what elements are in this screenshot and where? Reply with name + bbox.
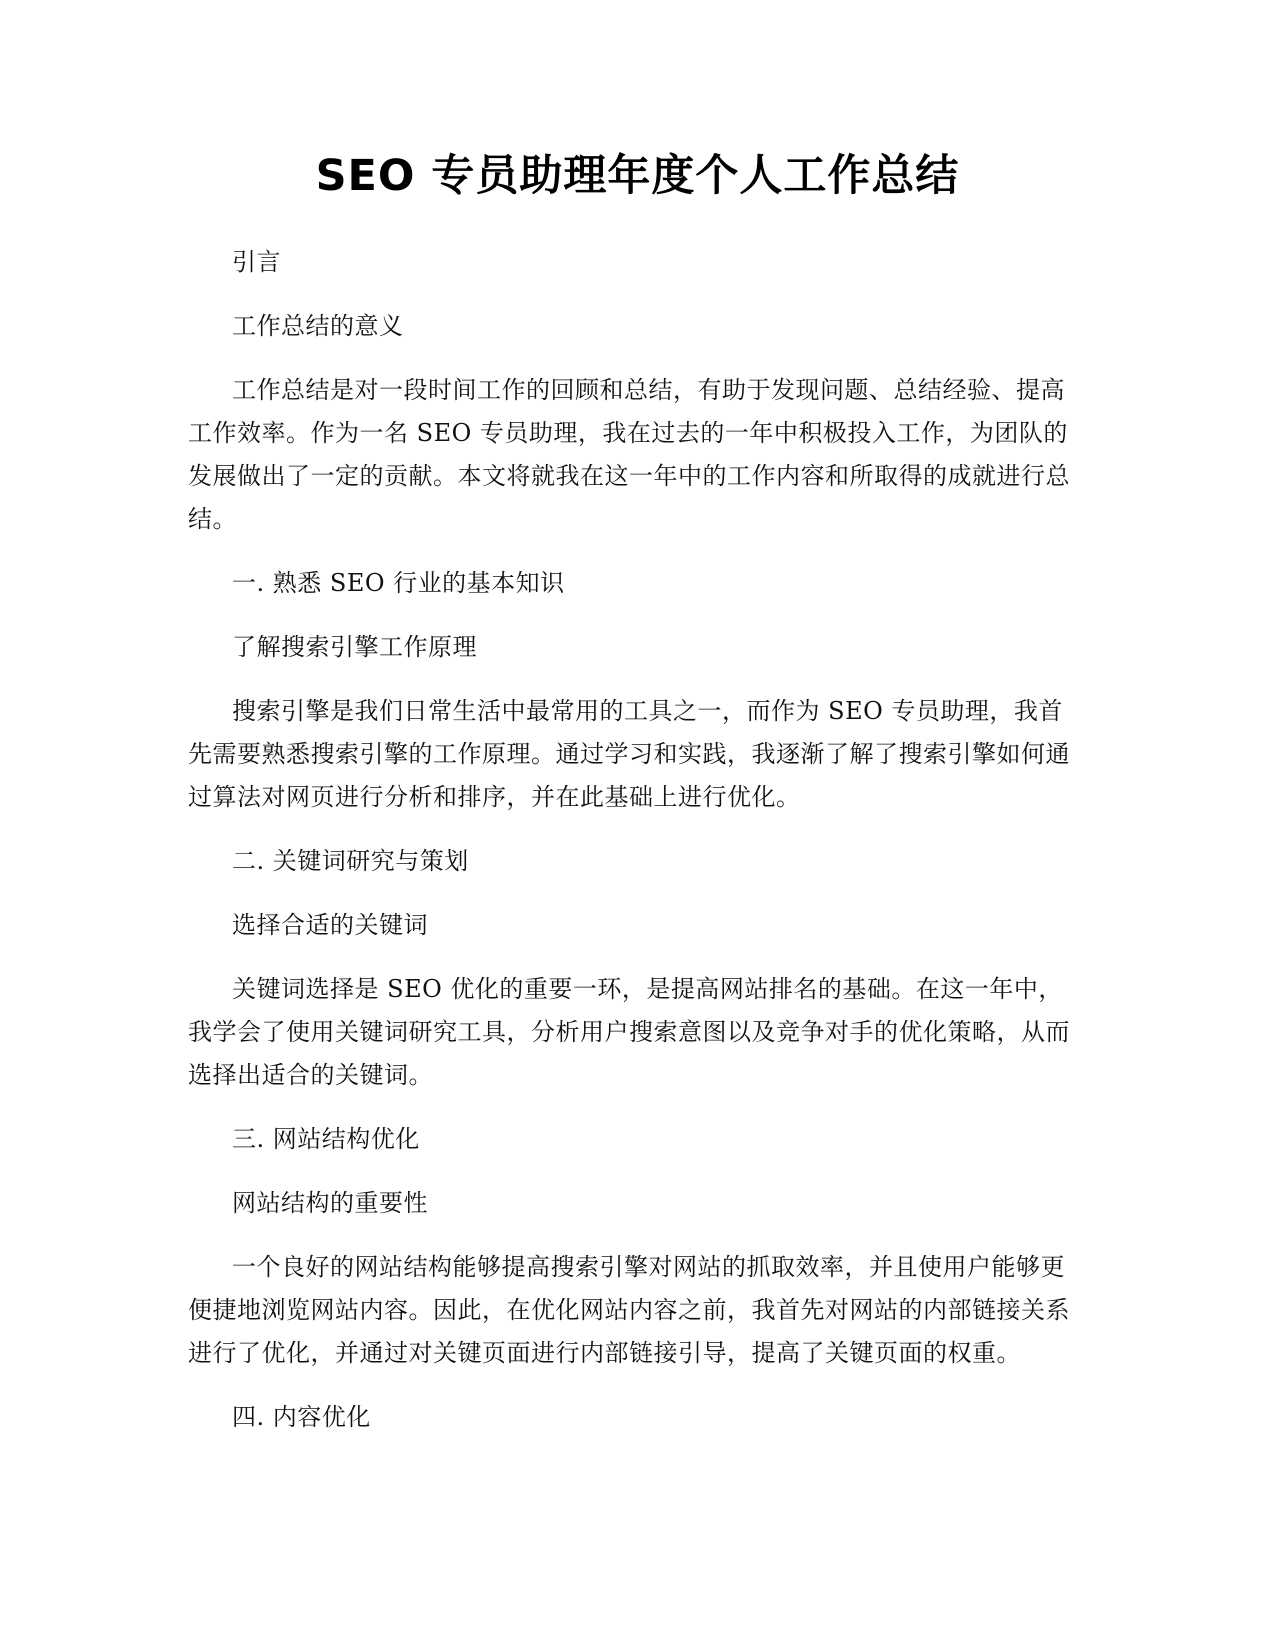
section-heading: 四. 内容优化	[232, 1403, 371, 1431]
paragraph-line: 便捷地浏览网站内容。因此，在优化网站内容之前，我首先对网站的内部链接关系	[188, 1296, 1070, 1324]
section-heading: 一. 熟悉 SEO 行业的基本知识	[232, 569, 565, 597]
paragraph-line: 结。	[188, 505, 237, 533]
paragraph-line: 过算法对网页进行分析和排序，并在此基础上进行优化。	[188, 783, 801, 811]
section-heading: 选择合适的关键词	[232, 911, 428, 939]
document-body	[188, 246, 1088, 1465]
paragraph-line: 关键词选择是 SEO 优化的重要一环，是提高网站排名的基础。在这一年中，	[232, 975, 1063, 1003]
section-heading: 引言	[232, 248, 281, 276]
paragraph-line: 进行了优化，并通过对关键页面进行内部链接引导，提高了关键页面的权重。	[188, 1339, 1021, 1367]
paragraph	[188, 374, 1088, 535]
section-heading: 二. 关键词研究与策划	[232, 847, 469, 875]
paragraph-line: 选择出适合的关键词。	[188, 1061, 433, 1089]
paragraph	[188, 695, 1088, 813]
paragraph	[188, 1251, 1088, 1369]
document-title: SEO 专员助理年度个人工作总结	[315, 151, 960, 201]
paragraph-line: 先需要熟悉搜索引擎的工作原理。通过学习和实践，我逐渐了解了搜索引擎如何通	[188, 740, 1070, 768]
section-heading: 了解搜索引擎工作原理	[232, 633, 477, 661]
section-heading: 网站结构的重要性	[232, 1189, 428, 1217]
section-heading: 三. 网站结构优化	[232, 1125, 420, 1153]
paragraph-line: 工作效率。作为一名 SEO 专员助理，我在过去的一年中积极投入工作，为团队的	[188, 419, 1068, 447]
paragraph-line: 工作总结是对一段时间工作的回顾和总结，有助于发现问题、总结经验、提高	[232, 376, 1065, 404]
paragraph-line: 搜索引擎是我们日常生活中最常用的工具之一，而作为 SEO 专员助理，我首	[232, 697, 1063, 725]
paragraph	[188, 973, 1088, 1091]
paragraph-line: 一个良好的网站结构能够提高搜索引擎对网站的抓取效率，并且使用户能够更	[232, 1253, 1065, 1281]
paragraph-line: 发展做出了一定的贡献。本文将就我在这一年中的工作内容和所取得的成就进行总	[188, 462, 1070, 490]
paragraph-line: 我学会了使用关键词研究工具，分析用户搜索意图以及竞争对手的优化策略，从而	[188, 1018, 1070, 1046]
section-heading: 工作总结的意义	[232, 312, 404, 340]
